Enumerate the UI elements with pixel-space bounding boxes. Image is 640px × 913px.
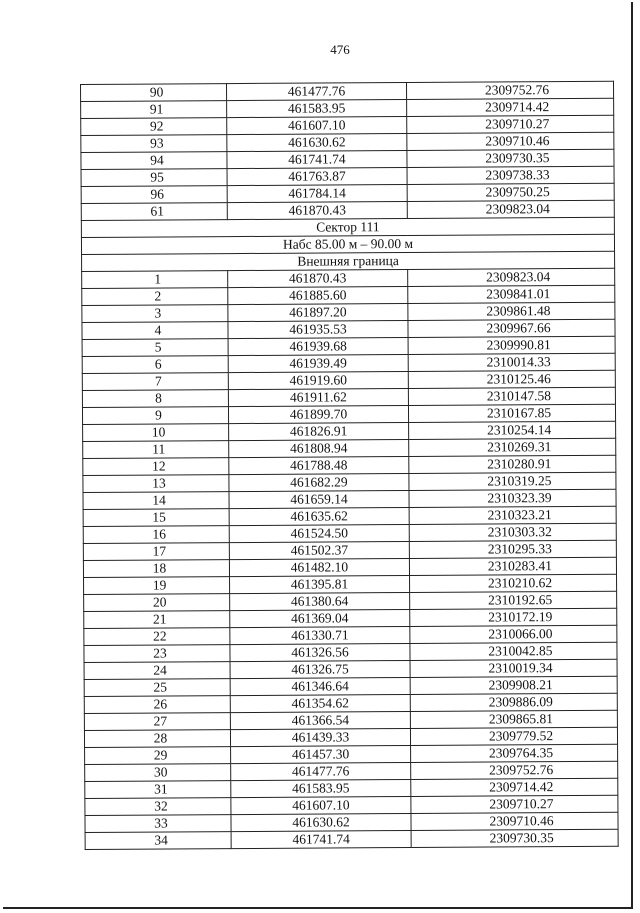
point-number: 21 bbox=[84, 611, 230, 629]
point-number: 27 bbox=[84, 713, 230, 731]
y-coordinate: 2309865.81 bbox=[410, 710, 617, 728]
y-coordinate: 2309861.48 bbox=[408, 302, 615, 320]
y-coordinate: 2309750.25 bbox=[407, 183, 614, 201]
y-coordinate: 2310147.58 bbox=[408, 387, 615, 405]
x-coordinate: 461939.49 bbox=[228, 355, 408, 373]
point-number: 30 bbox=[85, 764, 231, 782]
x-coordinate: 461899.70 bbox=[228, 405, 408, 423]
point-number: 15 bbox=[83, 509, 229, 527]
point-number: 5 bbox=[82, 339, 228, 357]
y-coordinate: 2310280.91 bbox=[409, 455, 616, 473]
x-coordinate: 461885.60 bbox=[228, 287, 408, 305]
point-number: 61 bbox=[81, 203, 227, 221]
y-coordinate: 2309730.35 bbox=[407, 149, 614, 167]
x-coordinate: 461919.60 bbox=[228, 372, 408, 390]
y-coordinate: 2310014.33 bbox=[408, 353, 615, 371]
x-coordinate: 461897.20 bbox=[228, 304, 408, 322]
point-number: 25 bbox=[84, 679, 230, 697]
y-coordinate: 2310319.25 bbox=[409, 472, 616, 490]
y-coordinate: 2310323.21 bbox=[409, 506, 616, 524]
y-coordinate: 2309841.01 bbox=[408, 285, 615, 303]
x-coordinate: 461330.71 bbox=[230, 626, 410, 644]
x-coordinate: 461477.76 bbox=[227, 83, 407, 101]
x-coordinate: 461741.74 bbox=[231, 830, 411, 848]
x-coordinate: 461380.64 bbox=[230, 592, 410, 610]
y-coordinate: 2310042.85 bbox=[410, 642, 617, 660]
point-number: 11 bbox=[83, 441, 229, 459]
point-number: 6 bbox=[82, 356, 228, 374]
y-coordinate: 2309730.35 bbox=[411, 829, 618, 847]
sector-height-range: Набс 85.00 м – 90.00 м bbox=[81, 234, 614, 254]
x-coordinate: 461808.94 bbox=[229, 439, 409, 457]
point-number: 9 bbox=[82, 407, 228, 425]
x-coordinate: 461457.30 bbox=[231, 745, 411, 763]
point-number: 12 bbox=[83, 458, 229, 476]
x-coordinate: 461630.62 bbox=[231, 813, 411, 831]
y-coordinate: 2309710.27 bbox=[411, 795, 618, 813]
sector-title: Сектор 111 bbox=[81, 217, 614, 237]
point-number: 96 bbox=[81, 186, 227, 204]
y-coordinate: 2310192.65 bbox=[410, 591, 617, 609]
point-number: 13 bbox=[83, 475, 229, 493]
y-coordinate: 2309710.27 bbox=[407, 115, 614, 133]
point-number: 18 bbox=[83, 560, 229, 578]
y-coordinate: 2310172.19 bbox=[410, 608, 617, 626]
rows-before-group bbox=[81, 81, 615, 220]
y-coordinate: 2309714.42 bbox=[411, 778, 618, 796]
point-number: 8 bbox=[82, 390, 228, 408]
y-coordinate: 2309886.09 bbox=[410, 693, 617, 711]
x-coordinate: 461477.76 bbox=[231, 762, 411, 780]
x-coordinate: 461763.87 bbox=[227, 168, 407, 186]
x-coordinate: 461935.53 bbox=[228, 321, 408, 339]
x-coordinate: 461583.95 bbox=[231, 779, 411, 797]
y-coordinate: 2310125.46 bbox=[408, 370, 615, 388]
point-number: 24 bbox=[84, 662, 230, 680]
y-coordinate: 2310066.00 bbox=[410, 625, 617, 643]
x-coordinate: 461911.62 bbox=[228, 388, 408, 406]
y-coordinate: 2309714.42 bbox=[407, 98, 614, 116]
x-coordinate: 461870.43 bbox=[228, 270, 408, 288]
y-coordinate: 2309752.76 bbox=[406, 81, 613, 99]
point-number: 16 bbox=[83, 526, 229, 544]
point-number: 19 bbox=[84, 577, 230, 595]
y-coordinate: 2310167.85 bbox=[408, 404, 615, 422]
point-number: 94 bbox=[81, 152, 227, 170]
point-number: 28 bbox=[84, 730, 230, 748]
page-number: 476 bbox=[330, 42, 350, 57]
point-number: 1 bbox=[82, 271, 228, 289]
point-number: 93 bbox=[81, 135, 227, 153]
y-coordinate: 2309710.46 bbox=[411, 812, 618, 830]
point-number: 92 bbox=[81, 118, 227, 136]
point-number: 2 bbox=[82, 288, 228, 306]
x-coordinate: 461482.10 bbox=[229, 558, 409, 576]
point-number: 26 bbox=[84, 696, 230, 714]
x-coordinate: 461354.62 bbox=[230, 694, 410, 712]
point-number: 33 bbox=[85, 815, 231, 833]
point-number: 20 bbox=[84, 594, 230, 612]
x-coordinate: 461583.95 bbox=[227, 100, 407, 118]
y-coordinate: 2309710.46 bbox=[407, 132, 614, 150]
y-coordinate: 2310283.41 bbox=[409, 557, 616, 575]
point-number: 32 bbox=[85, 798, 231, 816]
x-coordinate: 461741.74 bbox=[227, 151, 407, 169]
point-number: 17 bbox=[83, 543, 229, 561]
y-coordinate: 2309990.81 bbox=[408, 336, 615, 354]
y-coordinate: 2310254.14 bbox=[409, 421, 616, 439]
point-number: 23 bbox=[84, 645, 230, 663]
point-number: 34 bbox=[85, 832, 231, 850]
x-coordinate: 461439.33 bbox=[230, 728, 410, 746]
x-coordinate: 461784.14 bbox=[227, 185, 407, 203]
x-coordinate: 461346.64 bbox=[230, 677, 410, 695]
y-coordinate: 2309738.33 bbox=[407, 166, 614, 184]
x-coordinate: 461659.14 bbox=[229, 490, 409, 508]
y-coordinate: 2309967.66 bbox=[408, 319, 615, 337]
y-coordinate: 2310323.39 bbox=[409, 489, 616, 507]
x-coordinate: 461826.91 bbox=[229, 422, 409, 440]
y-coordinate: 2309823.04 bbox=[408, 268, 615, 286]
x-coordinate: 461607.10 bbox=[227, 117, 407, 135]
y-coordinate: 2310303.32 bbox=[409, 523, 616, 541]
point-number: 10 bbox=[83, 424, 229, 442]
point-number: 22 bbox=[84, 628, 230, 646]
point-number: 95 bbox=[81, 169, 227, 187]
y-coordinate: 2310019.34 bbox=[410, 659, 617, 677]
point-number: 7 bbox=[82, 373, 228, 391]
point-number: 29 bbox=[85, 747, 231, 765]
y-coordinate: 2309764.35 bbox=[411, 744, 618, 762]
y-coordinate: 2310295.33 bbox=[409, 540, 616, 558]
x-coordinate: 461788.48 bbox=[229, 456, 409, 474]
y-coordinate: 2310269.31 bbox=[409, 438, 616, 456]
y-coordinate: 2309752.76 bbox=[411, 761, 618, 779]
point-number: 31 bbox=[85, 781, 231, 799]
y-coordinate: 2310210.62 bbox=[410, 574, 617, 592]
x-coordinate: 461366.54 bbox=[230, 711, 410, 729]
x-coordinate: 461607.10 bbox=[231, 796, 411, 814]
x-coordinate: 461870.43 bbox=[227, 202, 407, 220]
x-coordinate: 461524.50 bbox=[229, 524, 409, 542]
coordinates-table bbox=[80, 81, 619, 850]
boundary-label: Внешняя граница bbox=[82, 251, 615, 271]
x-coordinate: 461939.68 bbox=[228, 338, 408, 356]
x-coordinate: 461369.04 bbox=[230, 609, 410, 627]
point-number: 91 bbox=[81, 101, 227, 119]
point-number: 3 bbox=[82, 305, 228, 323]
x-coordinate: 461326.75 bbox=[230, 660, 410, 678]
x-coordinate: 461635.62 bbox=[229, 507, 409, 525]
x-coordinate: 461682.29 bbox=[229, 473, 409, 491]
sector-header-group bbox=[81, 217, 614, 271]
y-coordinate: 2309823.04 bbox=[407, 200, 614, 218]
x-coordinate: 461395.81 bbox=[230, 575, 410, 593]
y-coordinate: 2309908.21 bbox=[410, 676, 617, 694]
x-coordinate: 461326.56 bbox=[230, 643, 410, 661]
point-number: 4 bbox=[82, 322, 228, 340]
point-number: 90 bbox=[81, 84, 227, 102]
x-coordinate: 461630.62 bbox=[227, 134, 407, 152]
y-coordinate: 2309779.52 bbox=[410, 727, 617, 745]
point-number: 14 bbox=[83, 492, 229, 510]
table-row bbox=[85, 829, 618, 849]
rows-after-group bbox=[82, 268, 619, 849]
x-coordinate: 461502.37 bbox=[229, 541, 409, 559]
